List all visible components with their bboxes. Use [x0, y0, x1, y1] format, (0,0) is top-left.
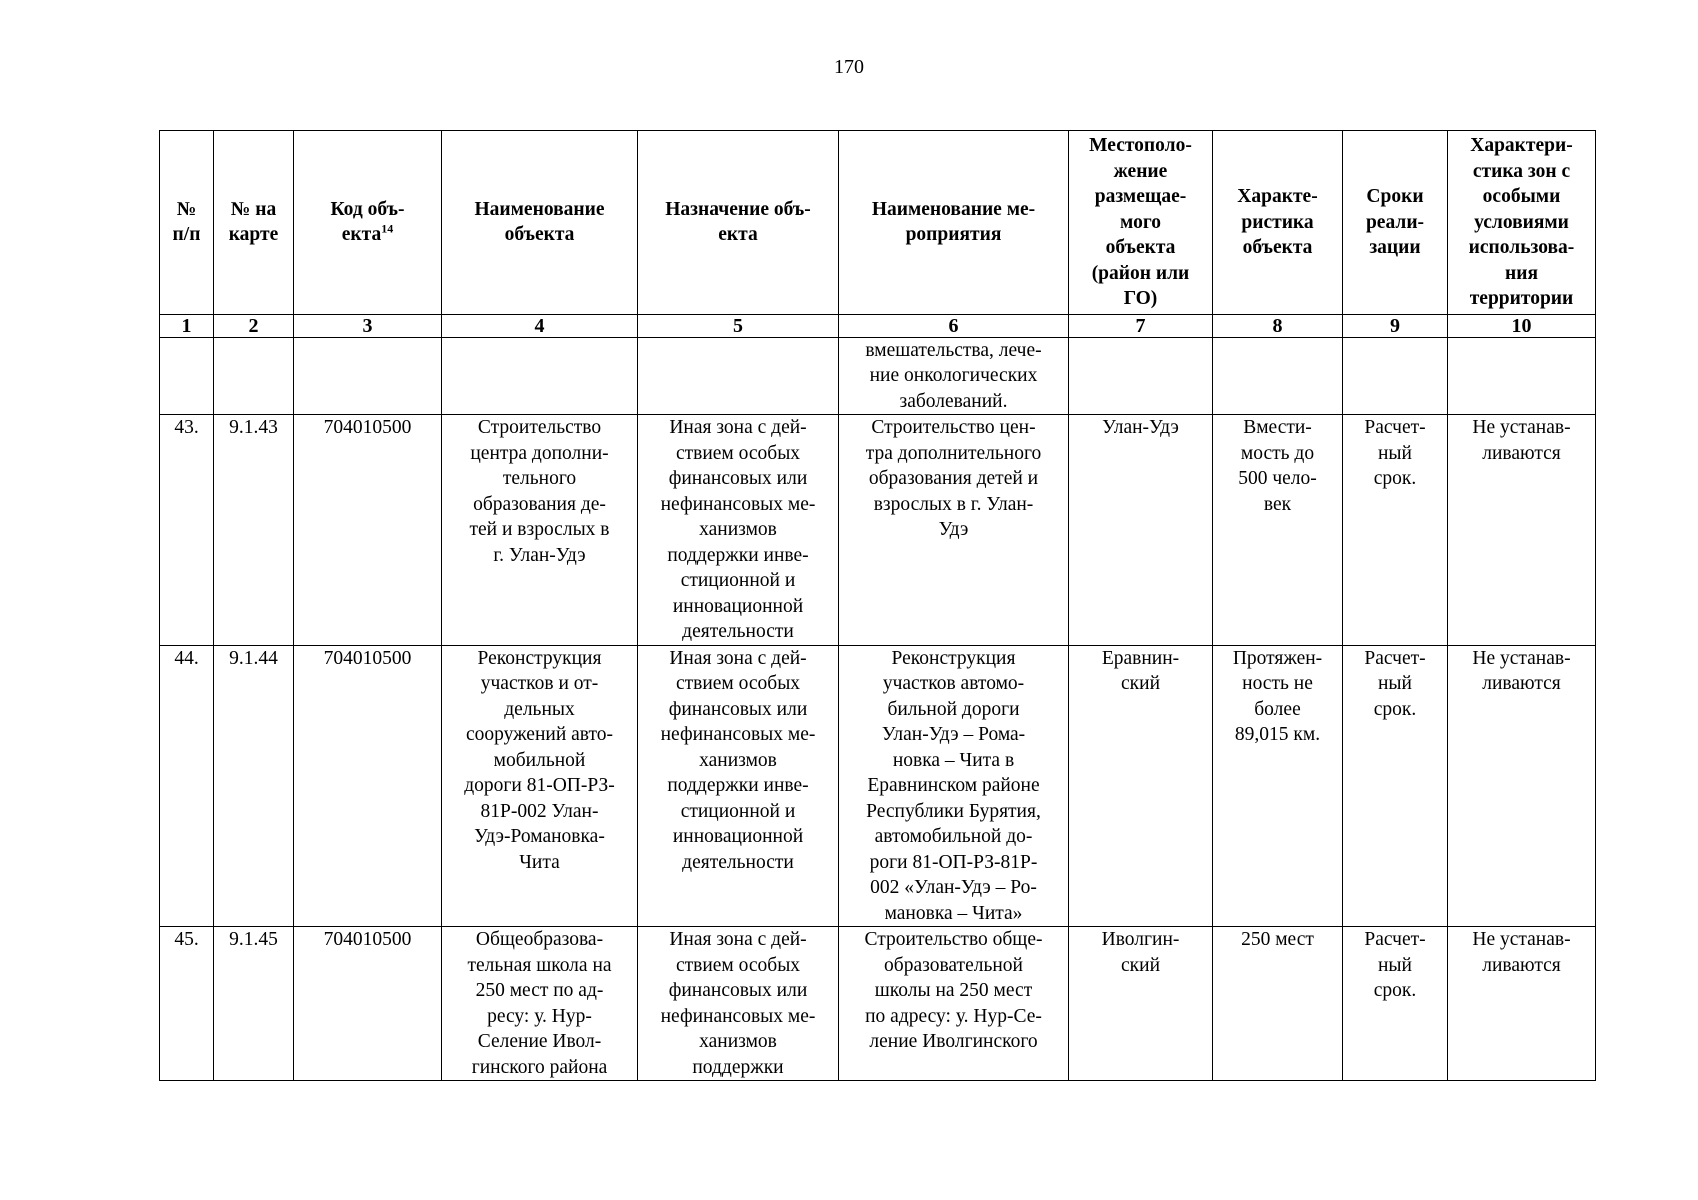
header-cell: № п/п — [160, 131, 214, 315]
cell-zones: Не устанав- ливаются — [1448, 645, 1596, 927]
column-number: 5 — [638, 314, 839, 337]
cell-characteristic: Протяжен- ность не более 89,015 км. — [1213, 645, 1343, 927]
cell-object-purpose: Иная зона с дей- ствием особых финансовых или нефинансовых ме- ханизмов поддержки инве- стиционной и инновационной деятельности — [638, 645, 839, 927]
header-cell: № на карте — [214, 131, 294, 315]
column-number: 2 — [214, 314, 294, 337]
header-cell: Назначение объ- екта — [638, 131, 839, 315]
cell-object-name: Строительство центра дополни- тельного образования де- тей и взрослых в г. Улан-Удэ — [442, 415, 638, 646]
cell-event-name: Строительство цен- тра дополнительного образования детей и взрослых в г. Улан- Удэ — [839, 415, 1069, 646]
column-number: 1 — [160, 314, 214, 337]
header-row — [160, 131, 1596, 315]
column-number: 7 — [1069, 314, 1213, 337]
cell-location — [1069, 337, 1213, 415]
header-cell: Местополо- жение размещае- мого объекта (район или ГО) — [1069, 131, 1213, 315]
cell-object-name — [442, 337, 638, 415]
cell-term: Расчет- ный срок. — [1343, 927, 1448, 1081]
cell-object-code — [294, 337, 442, 415]
objects-table — [159, 130, 1596, 1081]
column-number: 3 — [294, 314, 442, 337]
cell-term: Расчет- ный срок. — [1343, 415, 1448, 646]
cell-num: 45. — [160, 927, 214, 1081]
cell-term: Расчет- ный срок. — [1343, 645, 1448, 927]
cell-event-name: вмешательства, лече- ние онкологических заболеваний. — [839, 337, 1069, 415]
column-number: 6 — [839, 314, 1069, 337]
cell-object-purpose: Иная зона с дей- ствием особых финансовых или нефинансовых ме- ханизмов поддержки инве- стиционной и инновационной деятельности — [638, 415, 839, 646]
header-cell: Характе- ристика объекта — [1213, 131, 1343, 315]
cell-location: Еравнин- ский — [1069, 645, 1213, 927]
cell-map-number: 9.1.44 — [214, 645, 294, 927]
cell-num: 44. — [160, 645, 214, 927]
cell-location: Улан-Удэ — [1069, 415, 1213, 646]
cell-map-number: 9.1.43 — [214, 415, 294, 646]
cell-characteristic: 250 мест — [1213, 927, 1343, 1081]
table-row — [160, 337, 1596, 415]
cell-term — [1343, 337, 1448, 415]
cell-object-purpose — [638, 337, 839, 415]
cell-object-name: Общеобразова- тельная школа на 250 мест по ад- ресу: у. Нур- Селение Ивол- гинского района — [442, 927, 638, 1081]
header-cell: Наименование ме- роприятия — [839, 131, 1069, 315]
cell-map-number — [214, 337, 294, 415]
cell-object-code: 704010500 — [294, 415, 442, 646]
cell-zones: Не устанав- ливаются — [1448, 927, 1596, 1081]
cell-event-name: Реконструкция участков автомо- бильной дороги Улан-Удэ – Рома- новка – Чита в Еравнинском районе Республики Бурятия, автомобильной до- роги 81-ОП-РЗ-81Р- 002 «Улан-Удэ – Ро- мановка – Чита» — [839, 645, 1069, 927]
cell-object-code: 704010500 — [294, 927, 442, 1081]
table-row — [160, 645, 1596, 927]
header-cell: Наименование объекта — [442, 131, 638, 315]
column-number: 10 — [1448, 314, 1596, 337]
cell-num: 43. — [160, 415, 214, 646]
cell-object-name: Реконструкция участков и от- дельных сооружений авто- мобильной дороги 81-ОП-РЗ- 81Р-002 Улан- Удэ-Романовка- Чита — [442, 645, 638, 927]
table-row — [160, 927, 1596, 1081]
column-number: 4 — [442, 314, 638, 337]
column-number: 8 — [1213, 314, 1343, 337]
header-cell: Характери- стика зон с особыми условиями использова- ния территории — [1448, 131, 1596, 315]
table-row — [160, 415, 1596, 646]
column-number-row — [160, 314, 1596, 337]
cell-zones — [1448, 337, 1596, 415]
cell-location: Иволгин- ский — [1069, 927, 1213, 1081]
cell-object-purpose: Иная зона с дей- ствием особых финансовых или нефинансовых ме- ханизмов поддержки — [638, 927, 839, 1081]
footnote-marker: 14 — [381, 221, 394, 236]
header-cell: Сроки реали- зации — [1343, 131, 1448, 315]
cell-characteristic — [1213, 337, 1343, 415]
cell-zones: Не устанав- ливаются — [1448, 415, 1596, 646]
column-number: 9 — [1343, 314, 1448, 337]
cell-num — [160, 337, 214, 415]
page-number: 170 — [834, 56, 864, 78]
cell-map-number: 9.1.45 — [214, 927, 294, 1081]
cell-characteristic: Вмести- мость до 500 чело- век — [1213, 415, 1343, 646]
cell-event-name: Строительство обще- образовательной школы на 250 мест по адресу: у. Нур-Се- ление Иволгинского — [839, 927, 1069, 1081]
header-cell: Код объ- екта$^{14}$ — [294, 131, 442, 315]
cell-object-code: 704010500 — [294, 645, 442, 927]
